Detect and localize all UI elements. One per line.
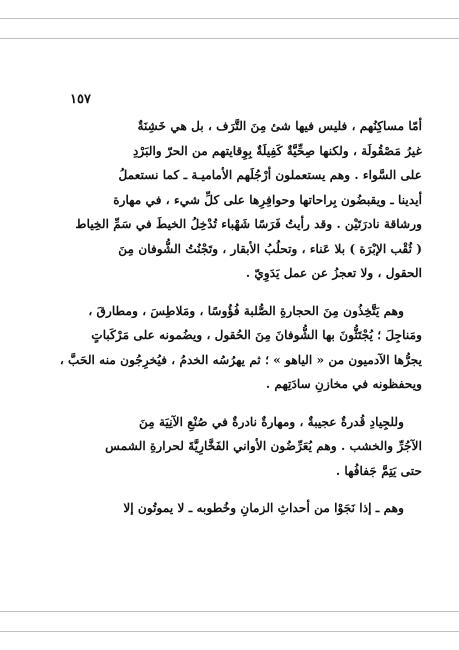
text-line: غيرُ مَصْقُولَة ، ولكنها صِحِّيَّةٌ كَفِيلَةٌ بِوِقايتهم من الحرّ والبَرْدِ — [132, 143, 422, 158]
ruled-line-top-1 — [0, 18, 459, 19]
text-line: الآجُرِّ والخشب . وهم يُعَرِّضُون الأواني الفَخَّارِيَّةَ لحرارةِ الشمس — [105, 439, 422, 453]
text-line: ويحفظونه في مخازنِ سادَتِهم . — [265, 377, 422, 391]
paragraph — [58, 496, 422, 521]
text-line: على السَّواء . وهم يستعملون أرْجُلَهم الأماميـة ـ كما نستعملُ — [118, 168, 422, 182]
ruled-line-bottom-2 — [0, 631, 459, 632]
paragraph-gap — [58, 483, 422, 496]
paragraph-gap — [58, 286, 422, 299]
paragraph — [58, 410, 422, 484]
paragraph-gap — [58, 397, 422, 410]
ruled-line-top-2 — [0, 38, 459, 39]
text-line: أيدينا ـ ويقبضُون بِراحاتها وحوافِرِها على كلِّ شيء ، في مهارة — [113, 192, 422, 207]
text-line: أمّا مساكِنُهم ، فليس فيها شئ مِنَ التَّرَف ، بل هي خَشِنَةٌ — [137, 119, 422, 133]
text-line: الحقول ، ولا تعجزُ عن عمل يَدَوِيّ . — [245, 266, 422, 280]
text-line: وهم ـ إذا نَجَوْا من أحداثِ الزمانِ وخُطوبه ـ لا يموتُون إلا — [123, 501, 404, 515]
paragraph — [58, 114, 422, 286]
text-line: ورشاقة نادرَتَيْن . وقد رأيتُ فَرَسًا شَهْباء تُدْخِلُ الخيطَ في سَمِّ الخِياط — [75, 217, 422, 231]
ruled-line-bottom-1 — [0, 611, 459, 612]
text-line: ( ثُقْب الإبْرَة ) بلا عَناء ، وتحلُبُ الأبقار ، وتَجْنُتُ الشُّوفان مِنَ — [118, 241, 422, 256]
text-line: حتى يَتِمَّ جَفافُها . — [335, 463, 422, 478]
text-line: يجرُّها الآدميون من « الياهو » ؛ ثم يهرُسُه الخدمُ ، فيُخرِجُون منه الحَبَّ ، — [59, 352, 422, 367]
page-number: ١٥٧ — [70, 92, 91, 107]
body-text — [58, 114, 422, 521]
text-line: ومَناجِلَ ؛ يُجْتَثُّونَ بها الشُّوفانَ مِنَ الحُقول ، ويضُمونه على مَرْكَباتٍ — [91, 328, 422, 342]
paragraph — [58, 299, 422, 397]
text-line: وللجِيادِ قُدرةٌ عجيبةٌ ، ومهارةٌ نادرةٌ في صُنْعِ الآنِيَة مِنَ — [138, 414, 404, 429]
text-line: وهم يَتَّخِذُون مِنَ الحجارةِ الصُّلبة فُؤُوسًا ، ومَلاطِسَ ، ومطارقَ ، — [88, 303, 404, 318]
